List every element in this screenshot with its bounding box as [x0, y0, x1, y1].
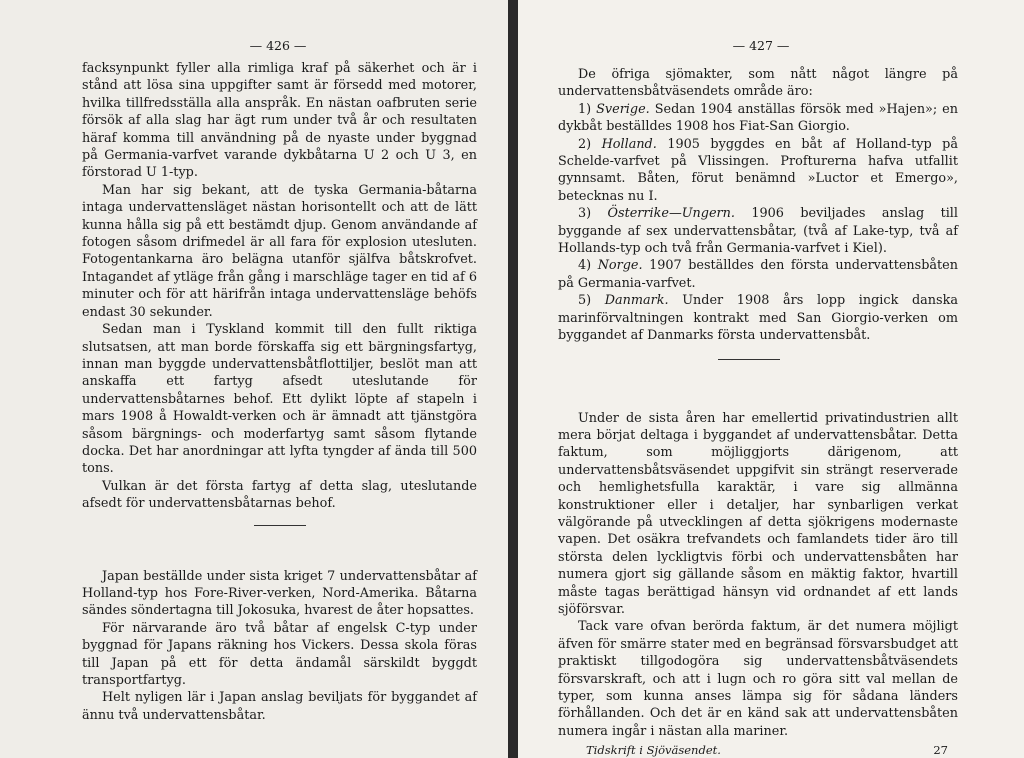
page-number-right: — 427 —	[732, 38, 790, 53]
left-column	[82, 60, 477, 724]
list-item: 3) Österrike—Ungern. 1906 beviljades anslag till byggande af sex undervattensbåtar, (två af Lake-typ, två af Hollands-typ och två från Germania-varfvet i Kiel).	[558, 206, 958, 257]
spacer	[558, 374, 958, 410]
spacer	[82, 538, 477, 568]
left-page	[0, 0, 508, 758]
list-item: 5) Danmark. Under 1908 års lopp ingick danska marinförvaltningen kontrakt med San Giorgio-verken om byggandet af Danmarks första undervattensbåt.	[558, 293, 958, 344]
paragraph: facksynpunkt fyller alla rimliga kraf på säkerhet och är i stånd att lösa sina uppgifter samt är försedd med motorer, hvilka tillfredsställa alla anspråk. En nästan oafbruten serie försök af alla slag har ägt rum under två år och resultaten häraf komma till användning på de nyaste under byggnad på Germania-varfvet varande dykbåtarna U 2 och U 3, en förstorad U 1-typ.	[82, 61, 477, 181]
page-number-left: — 426 —	[249, 38, 307, 53]
paragraph: Vulkan är det första fartyg af detta slag, uteslutande afsedt för undervattensbåtarnas behof.	[82, 478, 477, 512]
paragraph: Japan beställde under sista kriget 7 undervattensbåtar af Holland-typ hos Fore-River-verken, Nord-Amerika. Båtarna sändes söndertagna till Jokosuka, hvarest de åter hopsattes.	[82, 568, 477, 619]
paragraph: Helt nyligen lär i Japan anslag beviljats för byggandet af ännu två undervattensbåtar.	[82, 690, 477, 723]
paragraph: För närvarande äro två båtar af engelsk C-typ under byggnad för Japans räkning hos Vickers. Dessa skola föras till Japan på ett för detta ändamål särskildt byggdt transportfartyg.	[82, 620, 477, 688]
right-page	[518, 0, 1024, 758]
footer-source: Tidskrift i Sjöväsendet.	[586, 743, 721, 758]
paragraph: Sedan man i Tyskland kommit till den fullt riktiga slutsatsen, att man borde förskaffa sig ett bärgningsfartyg, innan man byggde undervattensbåtflottiljer, beslöt man att anskaffa ett fartyg afsedt uteslutande för undervattensbåtarnes behof. Ett dylikt löpte af stapeln i mars 1908 å Howaldt-verken och är ämnadt att tjänstgöra såsom bärgnings- och moderfartyg samt såsom flytande docka. Det har anordningar att lyfta tyngder af ända till 500 tons.	[82, 322, 477, 477]
section-divider	[718, 359, 780, 360]
paragraph: Man har sig bekant, att de tyska Germania-båtarna intaga undervattensläget nästan horisontellt och att de lätt kunna hålla sig på ett bestämdt djup. Genom användande af fotogen såsom drifmedel är all fara för explosion utesluten. Fotogentankarna äro belägna utanför själfva båtskrofvet. Intagandet af ytläge från gång i marschläge tager en tid af 6 minuter och för att härifrån intaga undervattensläge behöfs endast 30 sekunder.	[82, 182, 477, 320]
list-item: 2) Holland. 1905 byggdes en båt af Holland-typ på Schelde-varfvet på Vlissingen. Profturerna hafva utfallit gynnsamt. Båten, förut benämnd »Luctor et Emergo», betecknas nu I.	[558, 136, 958, 204]
section-divider	[254, 525, 306, 526]
intro-paragraph: De öfriga sjömakter, som nått något längre på undervattensbåtväsendets område äro:	[558, 67, 958, 100]
list-item: 1) Sverige. Sedan 1904 anställas försök med »Hajen»; en dykbåt beställdes 1908 hos Fiat-San Giorgio.	[558, 101, 958, 135]
list-item: 4) Norge. 1907 beställdes den första undervattensbåten på Germania-varfvet.	[558, 258, 958, 291]
footer-signature-number: 27	[933, 743, 948, 758]
book-gutter	[508, 0, 518, 758]
right-column	[558, 66, 958, 758]
paragraph: Tack vare ofvan berörda faktum, är det numera möjligt äfven för smärre stater med en begränsad försvarsbudget att praktiskt tillgodogöra sig undervattensbåtväsendets försvarskraft, och att i lugn och ro göra sitt val mellan de typer, som kunna anses lämpa sig för sådana länders förhållanden. Och det är en känd sak att undervattensbåten numera ingår i nästan alla mariner.	[558, 619, 958, 739]
paragraph: Under de sista åren har emellertid privatindustrien allt mera börjat deltaga i byggandet af undervattensbåtar. Detta faktum, som möjliggjorts därigenom, att undervattensbåtsväsendet uppgifvit sin strängt reserverade och hemlighetsfulla karaktär, i vare sig allmänna konstruktioner eller i detaljer, har synbarligen verkat välgörande på utvecklingen af detta sjökrigens modernaste vapen. Det osäkra trefvandets och famlandets tider äro till största delen lyckligtvis förbi och undervattensbåten har numera gjort sig gällande såsom en mäktig faktor, hvartill måste tagas berättigad hänsyn vid ordnandet af ett lands sjöförsvar.	[558, 410, 958, 617]
page-footer	[558, 742, 958, 758]
